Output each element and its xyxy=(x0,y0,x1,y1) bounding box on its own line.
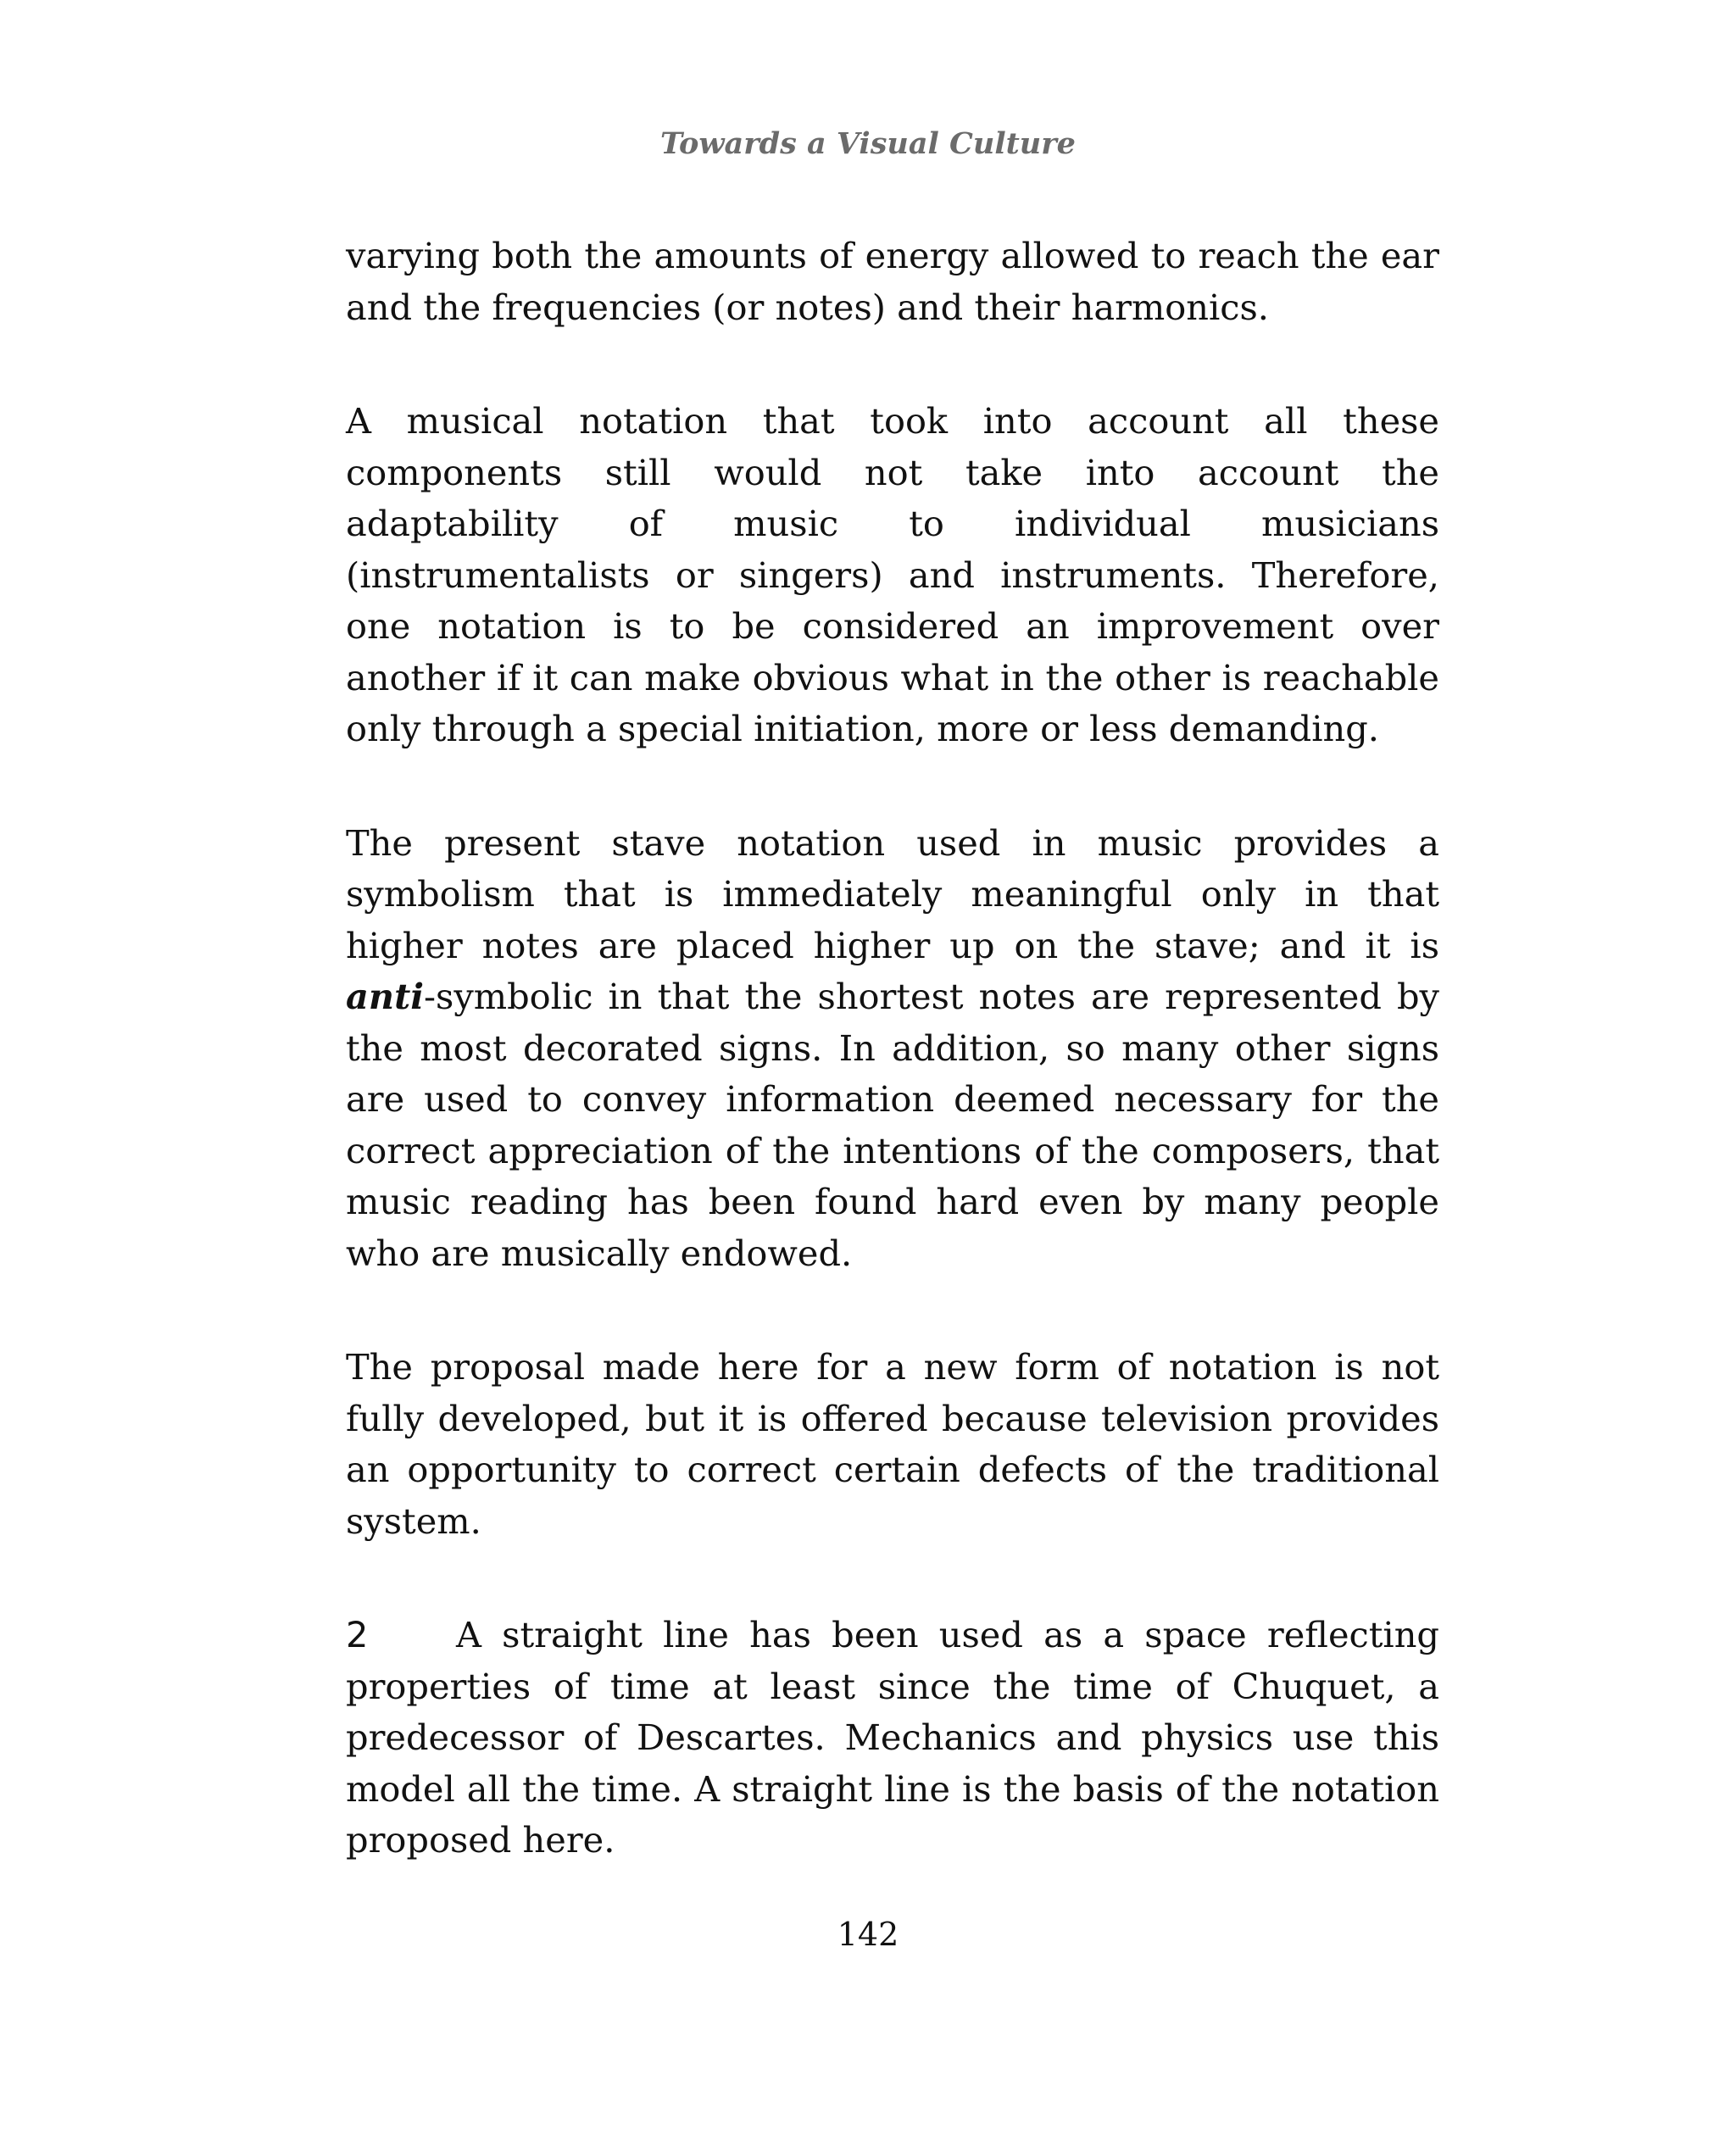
paragraph-2: A musical notation that took into account all these components still would not take into account the adaptability of music to individual musicians (instrumentalists or singers) and instruments. Therefore, one notation is to be considered an improvement over another if it can make obvious what in the other is reachable only through a special initiation, more or less demanding. xyxy=(346,400,1439,749)
paragraph-5 xyxy=(346,1610,1439,1867)
paragraph-3 xyxy=(346,818,1439,1280)
paragraph-3-text-after: -symbolic in that the shortest notes are represented by the most decorated signs. In addition, so many other signs are used to convey information deemed necessary for the correct appreciation of the intentions of the composers, that music reading has been found hard even by many people who are musically endowed. xyxy=(346,976,1439,1274)
paragraph-5-text: A straight line has been used as a space reflecting properties of time at least since the time of Chuquet, a predecessor of Descartes. Mechanics and physics use this model all the time. A straight line is the basis of the notation proposed here. xyxy=(346,1614,1439,1861)
running-header: Towards a Visual Culture xyxy=(660,126,1076,161)
page-number: 142 xyxy=(837,1916,899,1953)
section-number: 2 xyxy=(346,1614,369,1655)
paragraph-3-text-before: The present stave notation used in music provides a symbolism that is immediately meaningful only in that higher notes are placed higher up on the stave; and it is xyxy=(346,821,1439,966)
emphasized-word: anti xyxy=(346,976,424,1017)
paragraph-4: The proposal made here for a new form of notation is not fully developed, but it is offered because television provides an opportunity to correct certain defects of the traditional system. xyxy=(346,1346,1439,1542)
paragraph-1: varying both the amounts of energy allowed to reach the ear and the frequencies (or notes) and their harmonics. xyxy=(346,235,1439,328)
body-text xyxy=(346,231,1439,1867)
